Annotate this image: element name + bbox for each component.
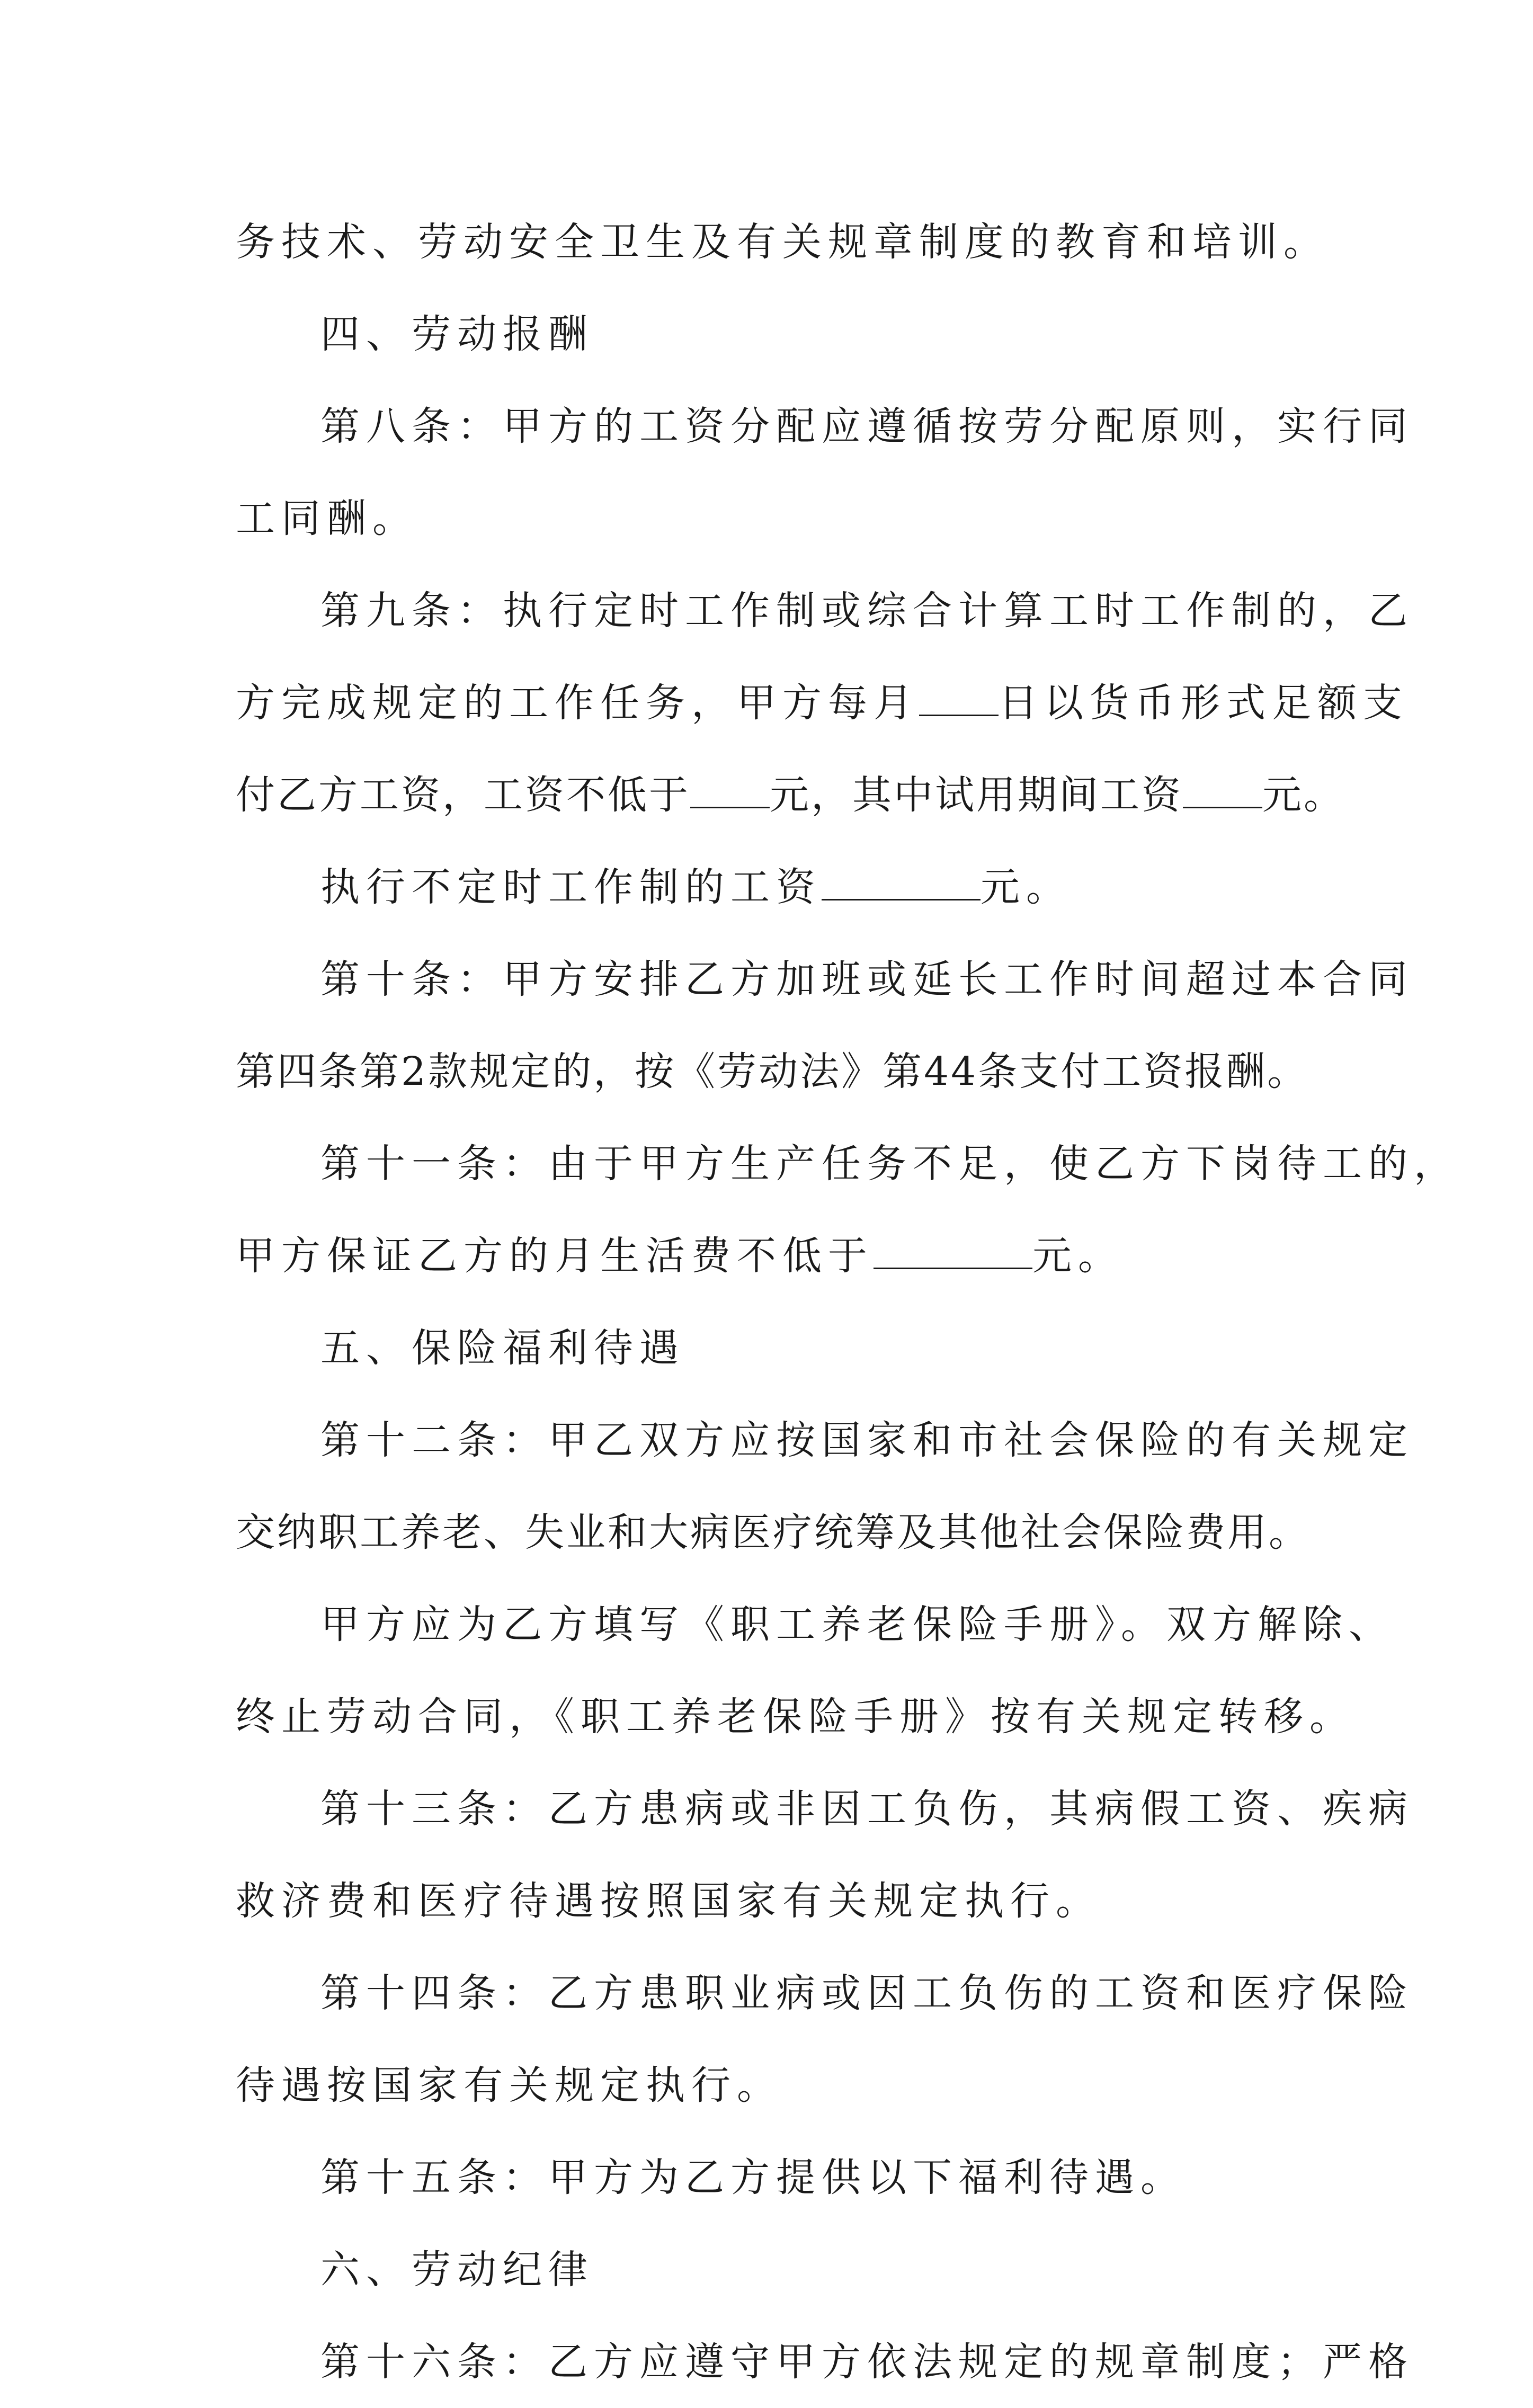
text-segment: 方完成规定的工作任务，甲方每月 (236, 680, 919, 726)
section-heading-insurance: 五、保险福利待遇 (320, 1325, 685, 1371)
text-line: 救济费和医疗待遇按照国家有关规定执行。 (236, 1878, 1101, 1924)
article-12-line: 第十二条：甲乙双方应按国家和市社会保险的有关规定 (320, 1417, 1414, 1463)
text-line (236, 1210, 1316, 1302)
article-15-line: 第十五条：甲方为乙方提供以下福利待遇。 (320, 2155, 1186, 2200)
fill-blank (919, 677, 999, 716)
text-line: 工同酬。 (236, 496, 418, 541)
text-segment: 付乙方工资，工资不低于 (236, 772, 690, 818)
fill-blank (690, 770, 770, 808)
article-10-line: 第十条：甲方安排乙方加班或延长工作时间超过本合同 (320, 957, 1414, 1002)
text-segment: 元。 (981, 864, 1072, 910)
text-segment: 执行不定时工作制的工资 (320, 864, 822, 910)
text-segment: 元，其中试用期间工资 (770, 772, 1183, 818)
section-heading-remuneration: 四、劳动报酬 (320, 311, 594, 357)
article-8-line: 第八条：甲方的工资分配应遵循按劳分配原则，实行同 (320, 404, 1414, 449)
text-line: 终止劳动合同，《职工养老保险手册》按有关规定转移。 (236, 1694, 1355, 1740)
fill-blank (822, 862, 981, 900)
text-line: 交纳职工养老、失业和大病医疗统筹及其他社会保险费用。 (236, 1510, 1310, 1555)
article-11-line: 第十一条：由于甲方生产任务不足，使乙方下岗待工的， (320, 1141, 1459, 1187)
text-line: 甲方应为乙方填写《职工养老保险手册》。双方解除、 (320, 1602, 1394, 1647)
text-segment: 甲方保证乙方的月生活费不低于 (236, 1233, 874, 1279)
text-line: 务技术、劳动安全卫生及有关规章制度的教育和培训。 (236, 219, 1329, 265)
fill-blank (874, 1230, 1032, 1269)
article-13-line: 第十三条：乙方患病或非因工负伤，其病假工资、疾病 (320, 1786, 1414, 1832)
fill-blank (1183, 770, 1262, 808)
section-heading-discipline: 六、劳动纪律 (320, 2247, 594, 2293)
document-body (236, 196, 1459, 2408)
article-16-line: 第十六条：乙方应遵守甲方依法规定的规章制度；严格 (320, 2339, 1414, 2385)
text-segment: 元。 (1262, 772, 1345, 818)
text-line (236, 841, 1316, 933)
text-line: 第四条第2款规定的，按《劳动法》第44条支付工资报酬。 (236, 1049, 1309, 1094)
text-segment: 元。 (1032, 1233, 1124, 1279)
article-9-line: 第九条：执行定时工作制或综合计算工时工作制的，乙 (320, 588, 1414, 634)
article-14-line: 第十四条：乙方患职业病或因工负伤的工资和医疗保险 (320, 1970, 1414, 2016)
text-line (236, 749, 1345, 841)
text-segment: 日以货币形式足额支 (999, 680, 1409, 726)
text-line (236, 657, 1409, 749)
text-line: 待遇按国家有关规定执行。 (236, 2063, 782, 2108)
